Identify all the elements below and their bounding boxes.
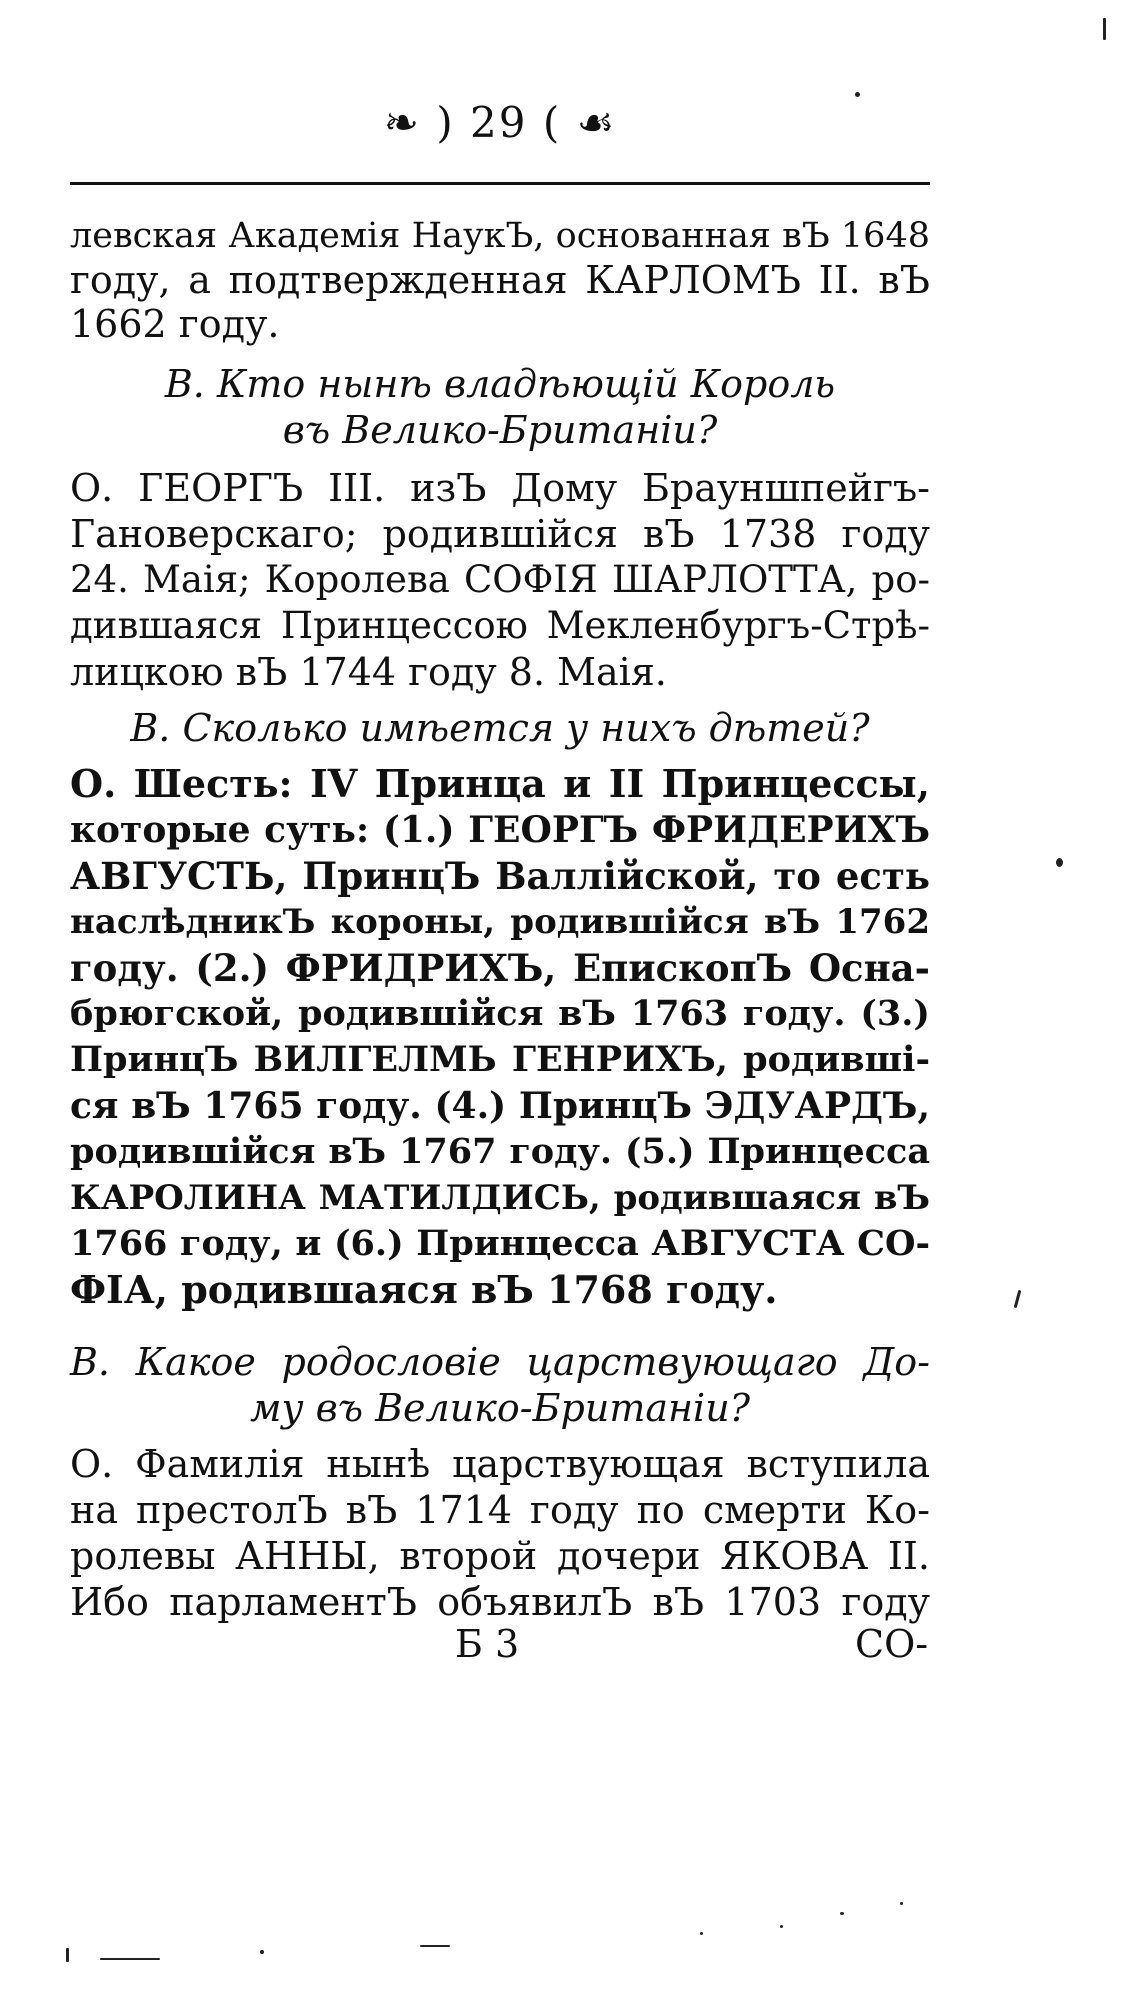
text-line: О. ГЕОРГЪ III. изЪ Дому Брауншпейгъ- xyxy=(70,466,930,510)
left-ornament-icon: ❧ xyxy=(383,98,421,147)
text-line: дившаяся Принцессою Мекленбургъ-Стрѣ- xyxy=(70,604,930,647)
text-line: АВГУСТЬ, ПринцЪ Валлійской, то есть xyxy=(70,854,930,898)
text-line: левская Академія НаукЪ, основанная вЪ 1648 xyxy=(70,216,930,256)
question-line: му въ Велико-Британіи? xyxy=(249,1386,751,1430)
text-line: ФІА, родившаяся вЪ 1768 году. xyxy=(70,1267,778,1312)
scan-speck xyxy=(780,1925,783,1928)
scan-speck xyxy=(1103,18,1106,40)
scan-speck xyxy=(100,1958,160,1960)
text-line: году, а подтвержденная КАРЛОМЪ II. вЪ xyxy=(70,258,930,302)
text-line: лицкою вЪ 1744 году 8. Маія. xyxy=(70,650,667,694)
text-line: наслѣдникЪ короны, родившійся вЪ 1762 xyxy=(70,902,930,942)
text-line: родившійся вЪ 1767 году. (5.) Принцесса xyxy=(70,1131,930,1172)
page-number: ) 29 ( xyxy=(436,98,562,147)
text-line: ПринцЪ ВИЛГЕЛМЬ ГЕНРИХЪ, родивші- xyxy=(70,1039,930,1080)
text-line: О. Шесть: IV Принца и II Принцессы, xyxy=(70,761,930,806)
text-line: Гановерскаго; родившійся вЪ 1738 году xyxy=(70,512,930,556)
text-line: ролевы АННЫ, второй дочери ЯКОВА II. xyxy=(70,1534,930,1578)
page-header xyxy=(70,98,930,147)
scan-speck xyxy=(900,1902,903,1905)
question-line: В. Какое родословіе царствующаго До- xyxy=(70,1340,930,1384)
text-line: 1662 году. xyxy=(70,302,280,346)
text-line: О. Фамилія нынѣ царствующая вступила xyxy=(70,1442,930,1486)
scan-speck xyxy=(260,1950,264,1954)
header-rule xyxy=(70,182,930,185)
scan-speck xyxy=(855,92,860,97)
scan-speck xyxy=(840,1912,844,1915)
scan-speck xyxy=(700,1932,703,1935)
text-line: КАРОЛИНА МАТИЛДИСЬ, родившаяся вЪ xyxy=(70,1178,930,1218)
right-ornament-icon: ☙ xyxy=(576,98,617,147)
question-line: В. Кто нынѣ владѣющій Король xyxy=(164,362,836,406)
text-line: 1766 году, и (6.) Принцесса АВГУСТА СО- xyxy=(70,1223,930,1264)
text-line: году. (2.) ФРИДРИХЪ, ЕпископЪ Оснa- xyxy=(70,946,930,990)
text-line: ся вЪ 1765 году. (4.) ПринцЪ ЭДУАРДЪ, xyxy=(70,1085,930,1127)
question-line: въ Велико-Британіи? xyxy=(282,408,718,452)
scan-speck xyxy=(66,1948,69,1962)
text-line: которые суть: (1.) ГЕОРГЪ ФРИДЕРИХЪ xyxy=(70,809,930,851)
scan-speck xyxy=(420,1945,450,1947)
text-line: 24. Маія; Королева СОФІЯ ШАРЛОТТА, ро- xyxy=(70,558,930,601)
text-line: Ибо парламентЪ объявилЪ вЪ 1703 году xyxy=(70,1580,930,1624)
signature-mark: Б 3 xyxy=(455,1622,520,1666)
scan-speck xyxy=(1014,1290,1022,1308)
scan-speck xyxy=(1056,858,1063,867)
question-line: В. Сколько имѣется у нихъ дѣтей? xyxy=(130,706,870,750)
catchword: СО- xyxy=(855,1622,929,1666)
text-line: брюгской, родившійся вЪ 1763 году. (3.) xyxy=(70,993,930,1034)
text-line: на престолЪ вЪ 1714 году по смерти Ко- xyxy=(70,1488,930,1532)
